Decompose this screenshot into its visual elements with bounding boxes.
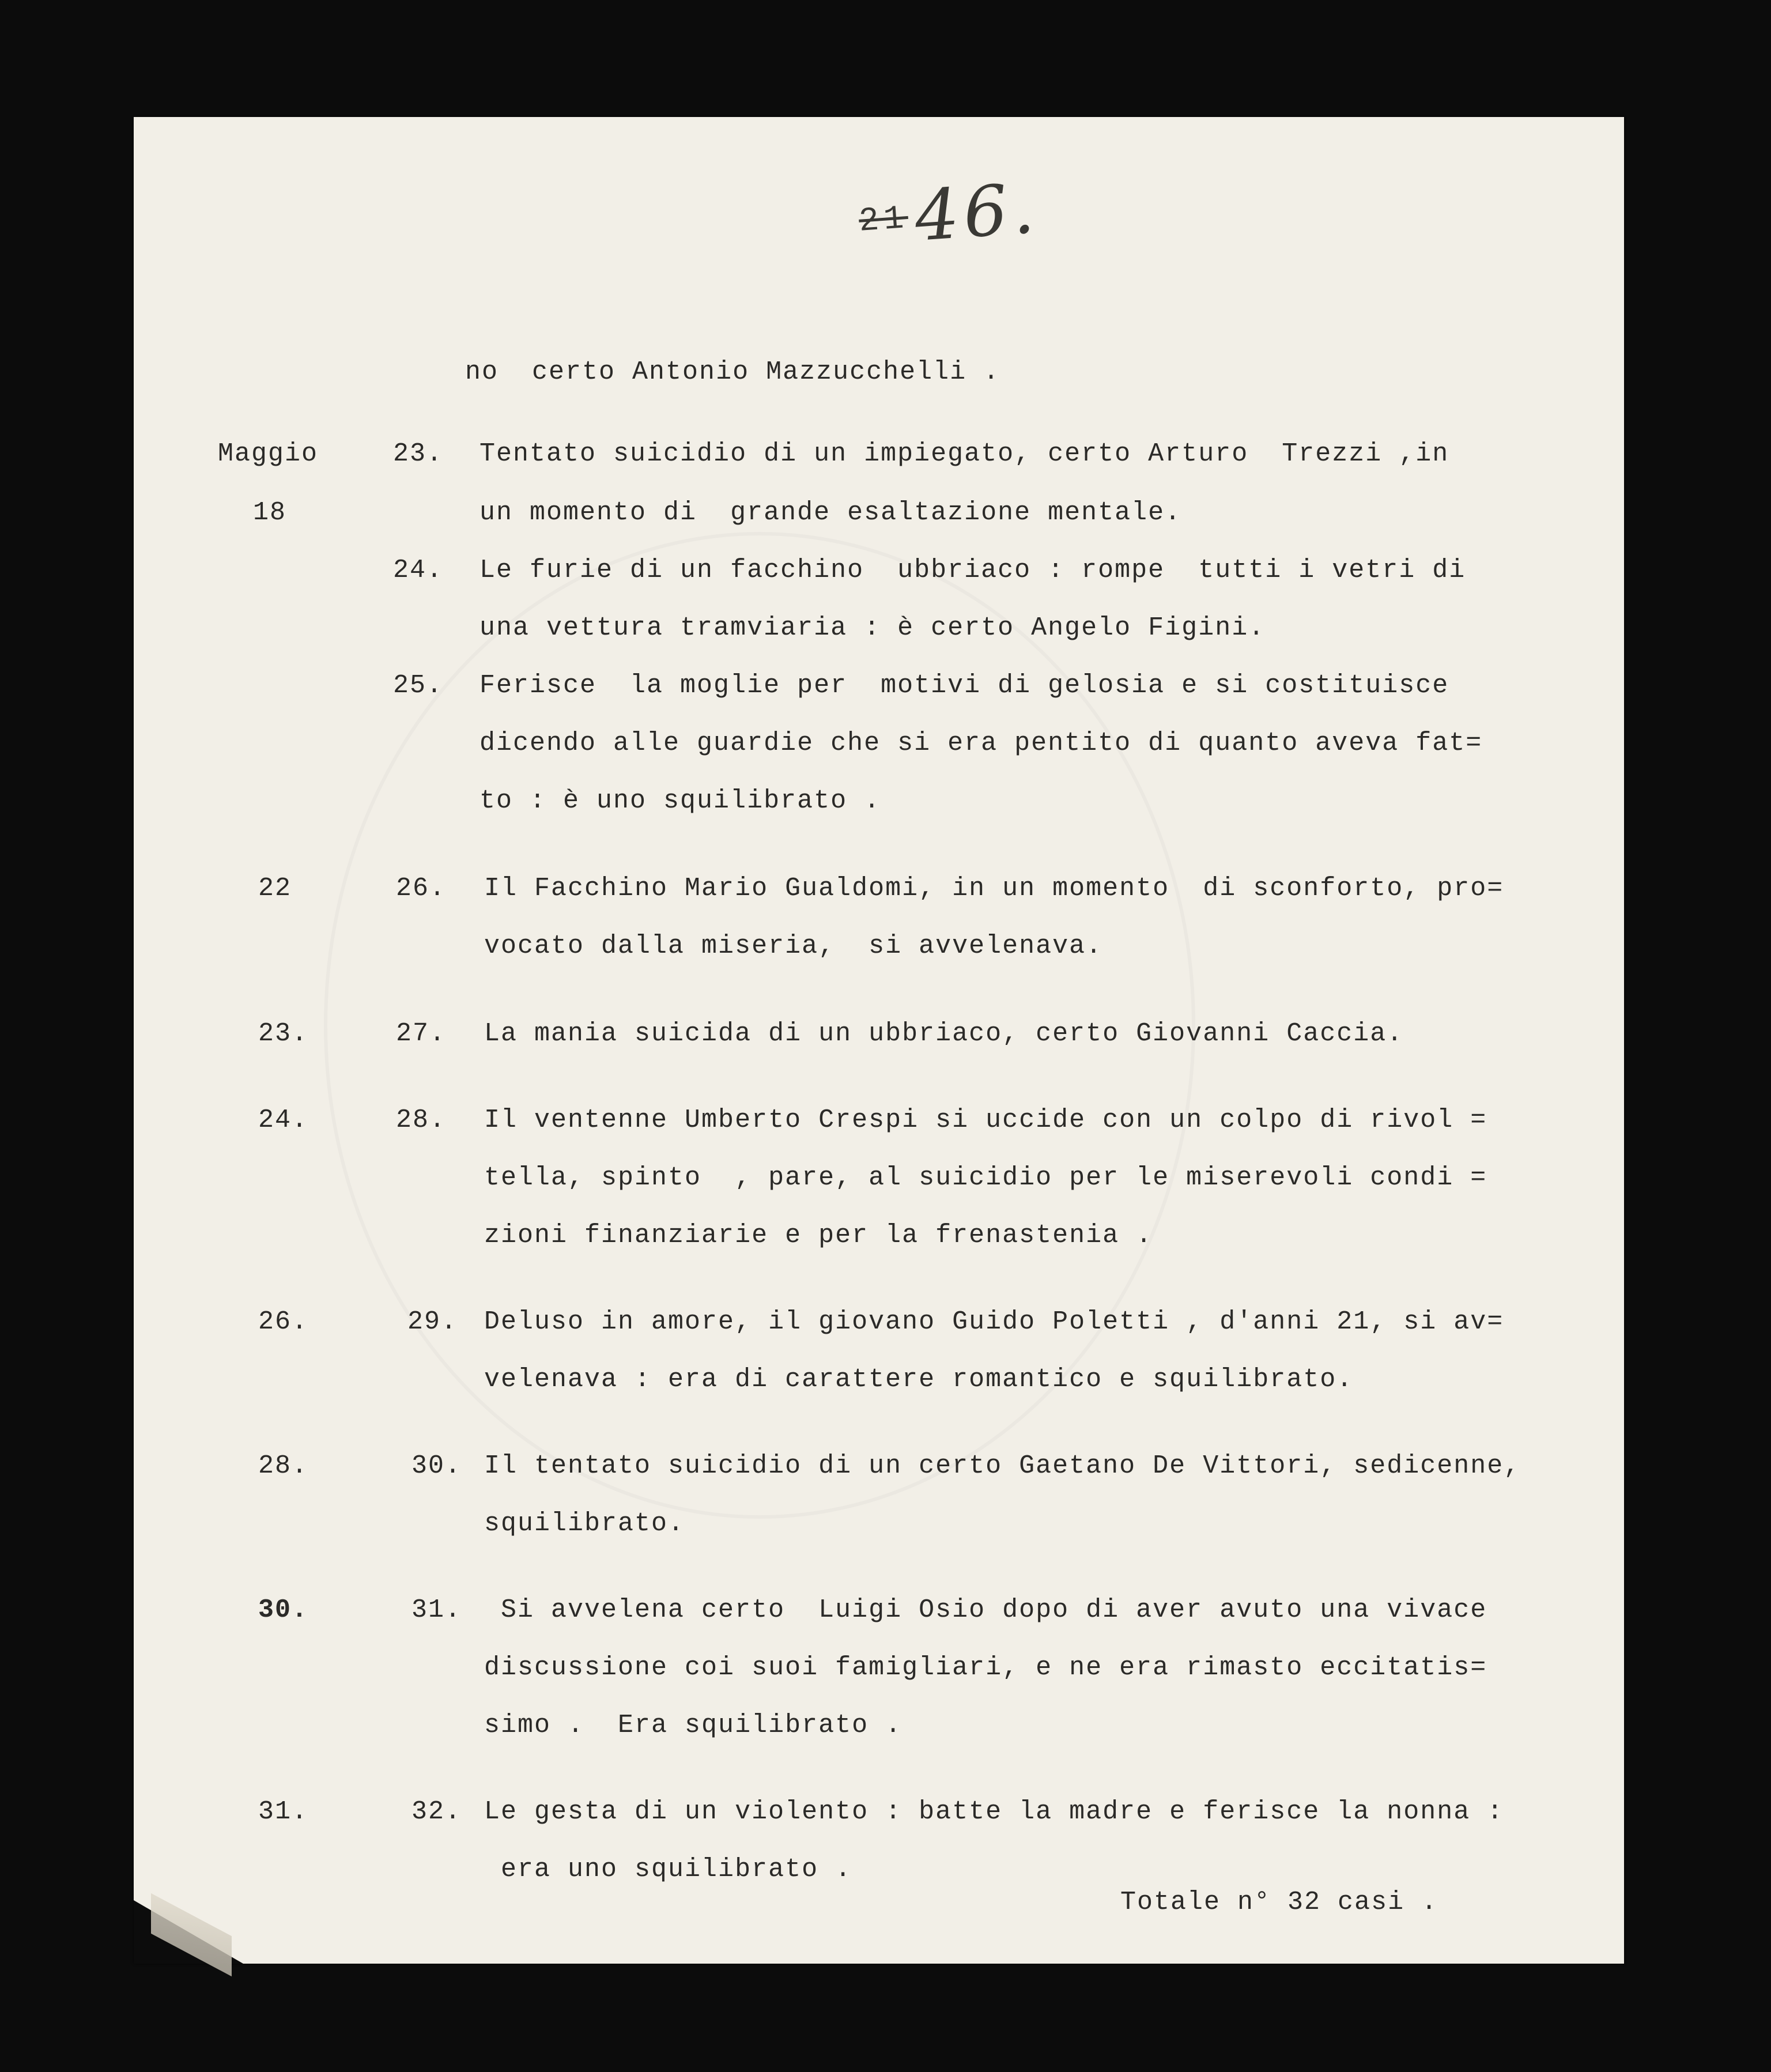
entry-date: 23. <box>258 1019 309 1048</box>
entry-number: 26. <box>396 874 447 903</box>
entry-number: 24. <box>393 556 444 585</box>
month-label: Maggio <box>218 439 319 469</box>
entry-text-line: squilibrato. <box>484 1509 685 1538</box>
entry-date: 31. <box>258 1797 309 1826</box>
entry-text-line: La mania suicida di un ubbriaco, certo Giovanni Caccia. <box>484 1019 1404 1048</box>
entry-text-line: Le furie di un facchino ubbriaco : rompe tutti i vetri di <box>479 556 1466 585</box>
entry-text-line: vocato dalla miseria, si avvelenava. <box>484 931 1103 961</box>
entry-text-line: Deluso in amore, il giovano Guido Poletti , d'anni 21, si av= <box>484 1307 1504 1337</box>
entry-text-line: un momento di grande esaltazione mentale. <box>479 498 1182 527</box>
struck-page-number: 21 <box>858 199 910 241</box>
entry-number: 29. <box>407 1307 458 1337</box>
entry-number: 32. <box>411 1797 462 1826</box>
entry-text-line: discussione coi suoi famigliari, e ne era rimasto eccitatis= <box>484 1653 1487 1682</box>
entry-number: 30. <box>411 1451 462 1481</box>
entry-date: 28. <box>258 1451 309 1481</box>
entry-text-line: Il Facchino Mario Gualdomi, in un momento di sconforto, pro= <box>484 874 1504 903</box>
entry-text-line: Le gesta di un violento : batte la madre e ferisce la nonna : <box>484 1797 1504 1826</box>
entry-text-line: una vettura tramviaria : è certo Angelo Figini. <box>479 613 1266 643</box>
entry-text-line: velenava : era di carattere romantico e squilibrato. <box>484 1365 1354 1394</box>
entry-number: 31. <box>411 1595 462 1625</box>
entry-text-line: Tentato suicidio di un impiegato, certo Arturo Trezzi ,in <box>479 439 1449 469</box>
entry-date: 22 <box>258 874 292 903</box>
handwritten-page-number: 46. <box>912 168 1041 257</box>
entry-number: 28. <box>396 1105 447 1135</box>
entry-text-line: simo . Era squilibrato . <box>484 1711 903 1740</box>
entry-date: 24. <box>258 1105 309 1135</box>
entry-number: 27. <box>396 1019 447 1048</box>
continuation-line: no certo Antonio Mazzucchelli . <box>465 357 1000 387</box>
entry-text-line: zioni finanziarie e per la frenastenia . <box>484 1221 1153 1250</box>
entry-text-line: tella, spinto , pare, al suicidio per le miserevoli condi = <box>484 1163 1487 1192</box>
page-number <box>856 168 1041 261</box>
entry-text-line: Il tentato suicidio di un certo Gaetano De Vittori, sedicenne, <box>484 1451 1521 1481</box>
entry-text-line: to : è uno squilibrato . <box>479 786 881 816</box>
entry-text-line: Il ventenne Umberto Crespi si uccide con un colpo di rivol = <box>484 1105 1487 1135</box>
entry-text-line: era uno squilibrato . <box>484 1855 852 1884</box>
entry-number: 25. <box>393 671 444 700</box>
entry-date: 26. <box>258 1307 309 1337</box>
entry-number: 23. <box>393 439 444 469</box>
document-page <box>134 117 1624 1964</box>
entry-text-line: Si avvelena certo Luigi Osio dopo di aver avuto una vivace <box>484 1595 1487 1625</box>
entry-date: 30. <box>258 1595 309 1625</box>
entry-text-line: dicendo alle guardie che si era pentito di quanto aveva fat= <box>479 729 1483 758</box>
entry-date: 18 <box>253 498 287 527</box>
total-cases: Totale n° 32 casi . <box>1120 1888 1438 1917</box>
entry-text-line: Ferisce la moglie per motivi di gelosia e si costituisce <box>479 671 1449 700</box>
